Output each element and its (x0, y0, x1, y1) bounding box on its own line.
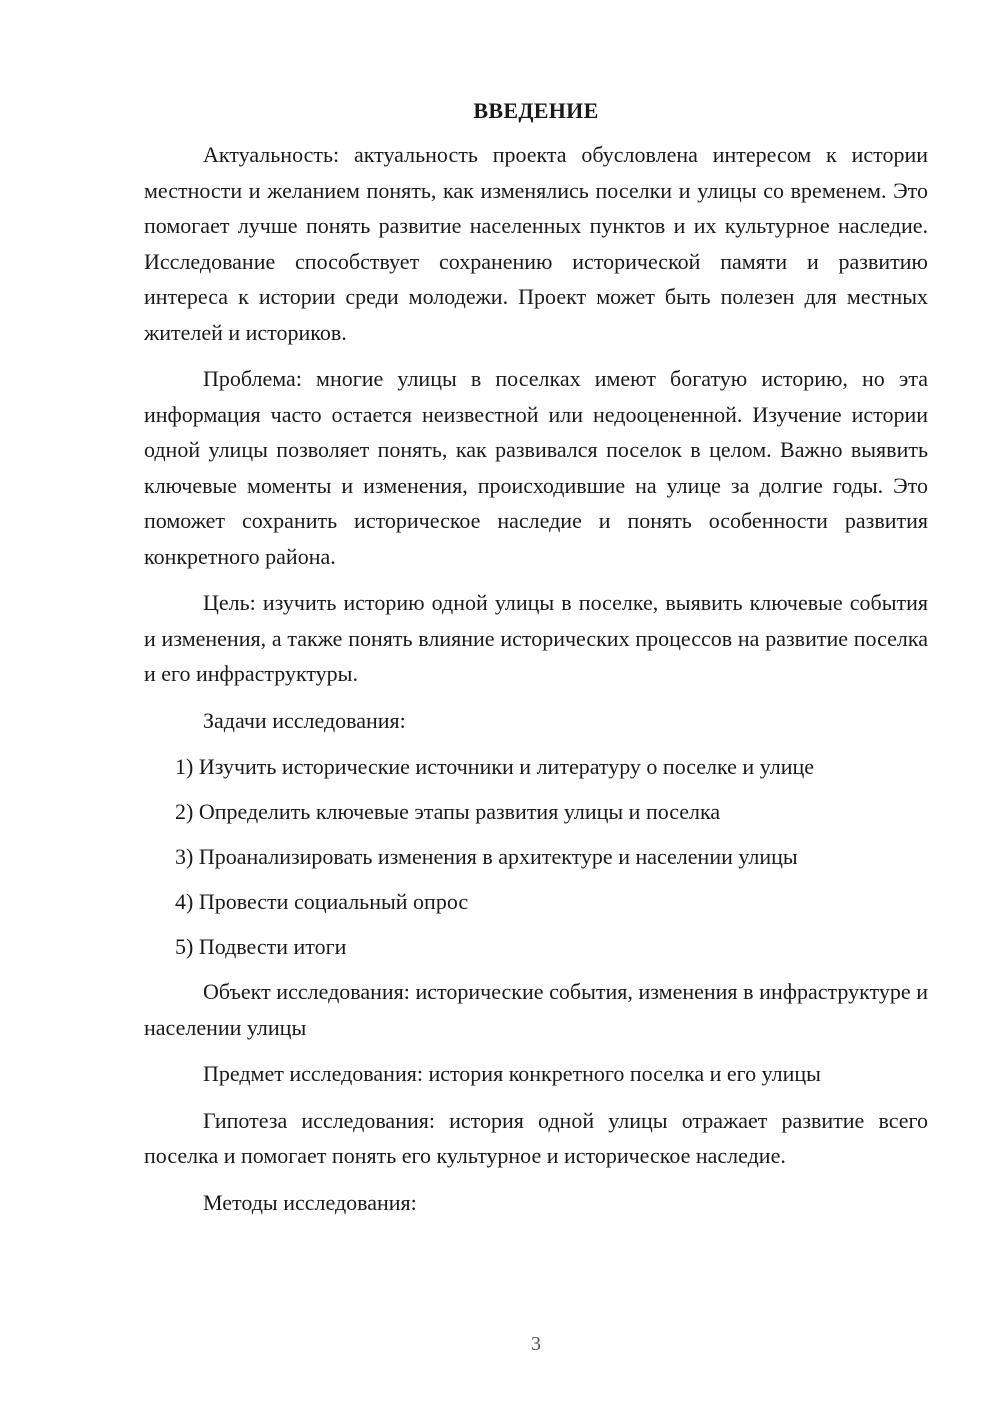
list-item: 4) Провести социальный опрос (175, 889, 469, 914)
list-item: 2) Определить ключевые этапы развития улицы и поселка (175, 799, 721, 824)
paragraph-subject: Предмет исследования: история конкретного поселка и его улицы (203, 1061, 821, 1086)
list-item: 1) Изучить исторические источники и литературу о поселке и улице (175, 754, 815, 779)
tasks-heading: Задачи исследования: (203, 707, 406, 733)
methods-heading: Методы исследования: (203, 1189, 417, 1215)
paragraph-hypothesis: Гипотеза исследования: история одной улицы отражает развитие всего поселка и помогает понять его культурное и историческое наследие. (144, 1107, 928, 1168)
paragraph-relevance: Актуальность: актуальность проекта обусловлена интересом к истории местности и желанием понять, как изменялись поселки и улицы со временем. Это помогает лучше понять развитие населенных пунктов и их культурное наследие. Исследование способствует сохранению исторической памяти и развитию интереса к истории среди молодежи. Проект может быть полезен для местных жителей и историков. (144, 142, 928, 345)
list-item: 5) Подвести итоги (175, 934, 347, 959)
tasks-list (144, 749, 928, 965)
page-title: ВВЕДЕНИЕ (473, 98, 599, 123)
paragraph-problem: Проблема: многие улицы в поселках имеют богатую историю, но эта информация часто остается неизвестной или недооцененной. Изучение истории одной улицы позволяет понять, как развивался поселок в целом. Важно выявить ключевые моменты и изменения, происходившие на улице за долгие годы. Это поможет сохранить историческое наследие и понять особенности развития конкретного района. (144, 366, 928, 569)
list-item: 3) Проанализировать изменения в архитектуре и населении улицы (175, 844, 798, 869)
page-number: 3 (531, 1333, 541, 1355)
paragraph-object: Объект исследования: исторические события, изменения в инфраструктуре и населении улицы (144, 979, 928, 1040)
document-page (144, 96, 928, 1231)
paragraph-goal: Цель: изучить историю одной улицы в поселке, выявить ключевые события и изменения, а также понять влияние исторических процессов на развитие поселка и его инфраструктуры. (144, 590, 928, 686)
